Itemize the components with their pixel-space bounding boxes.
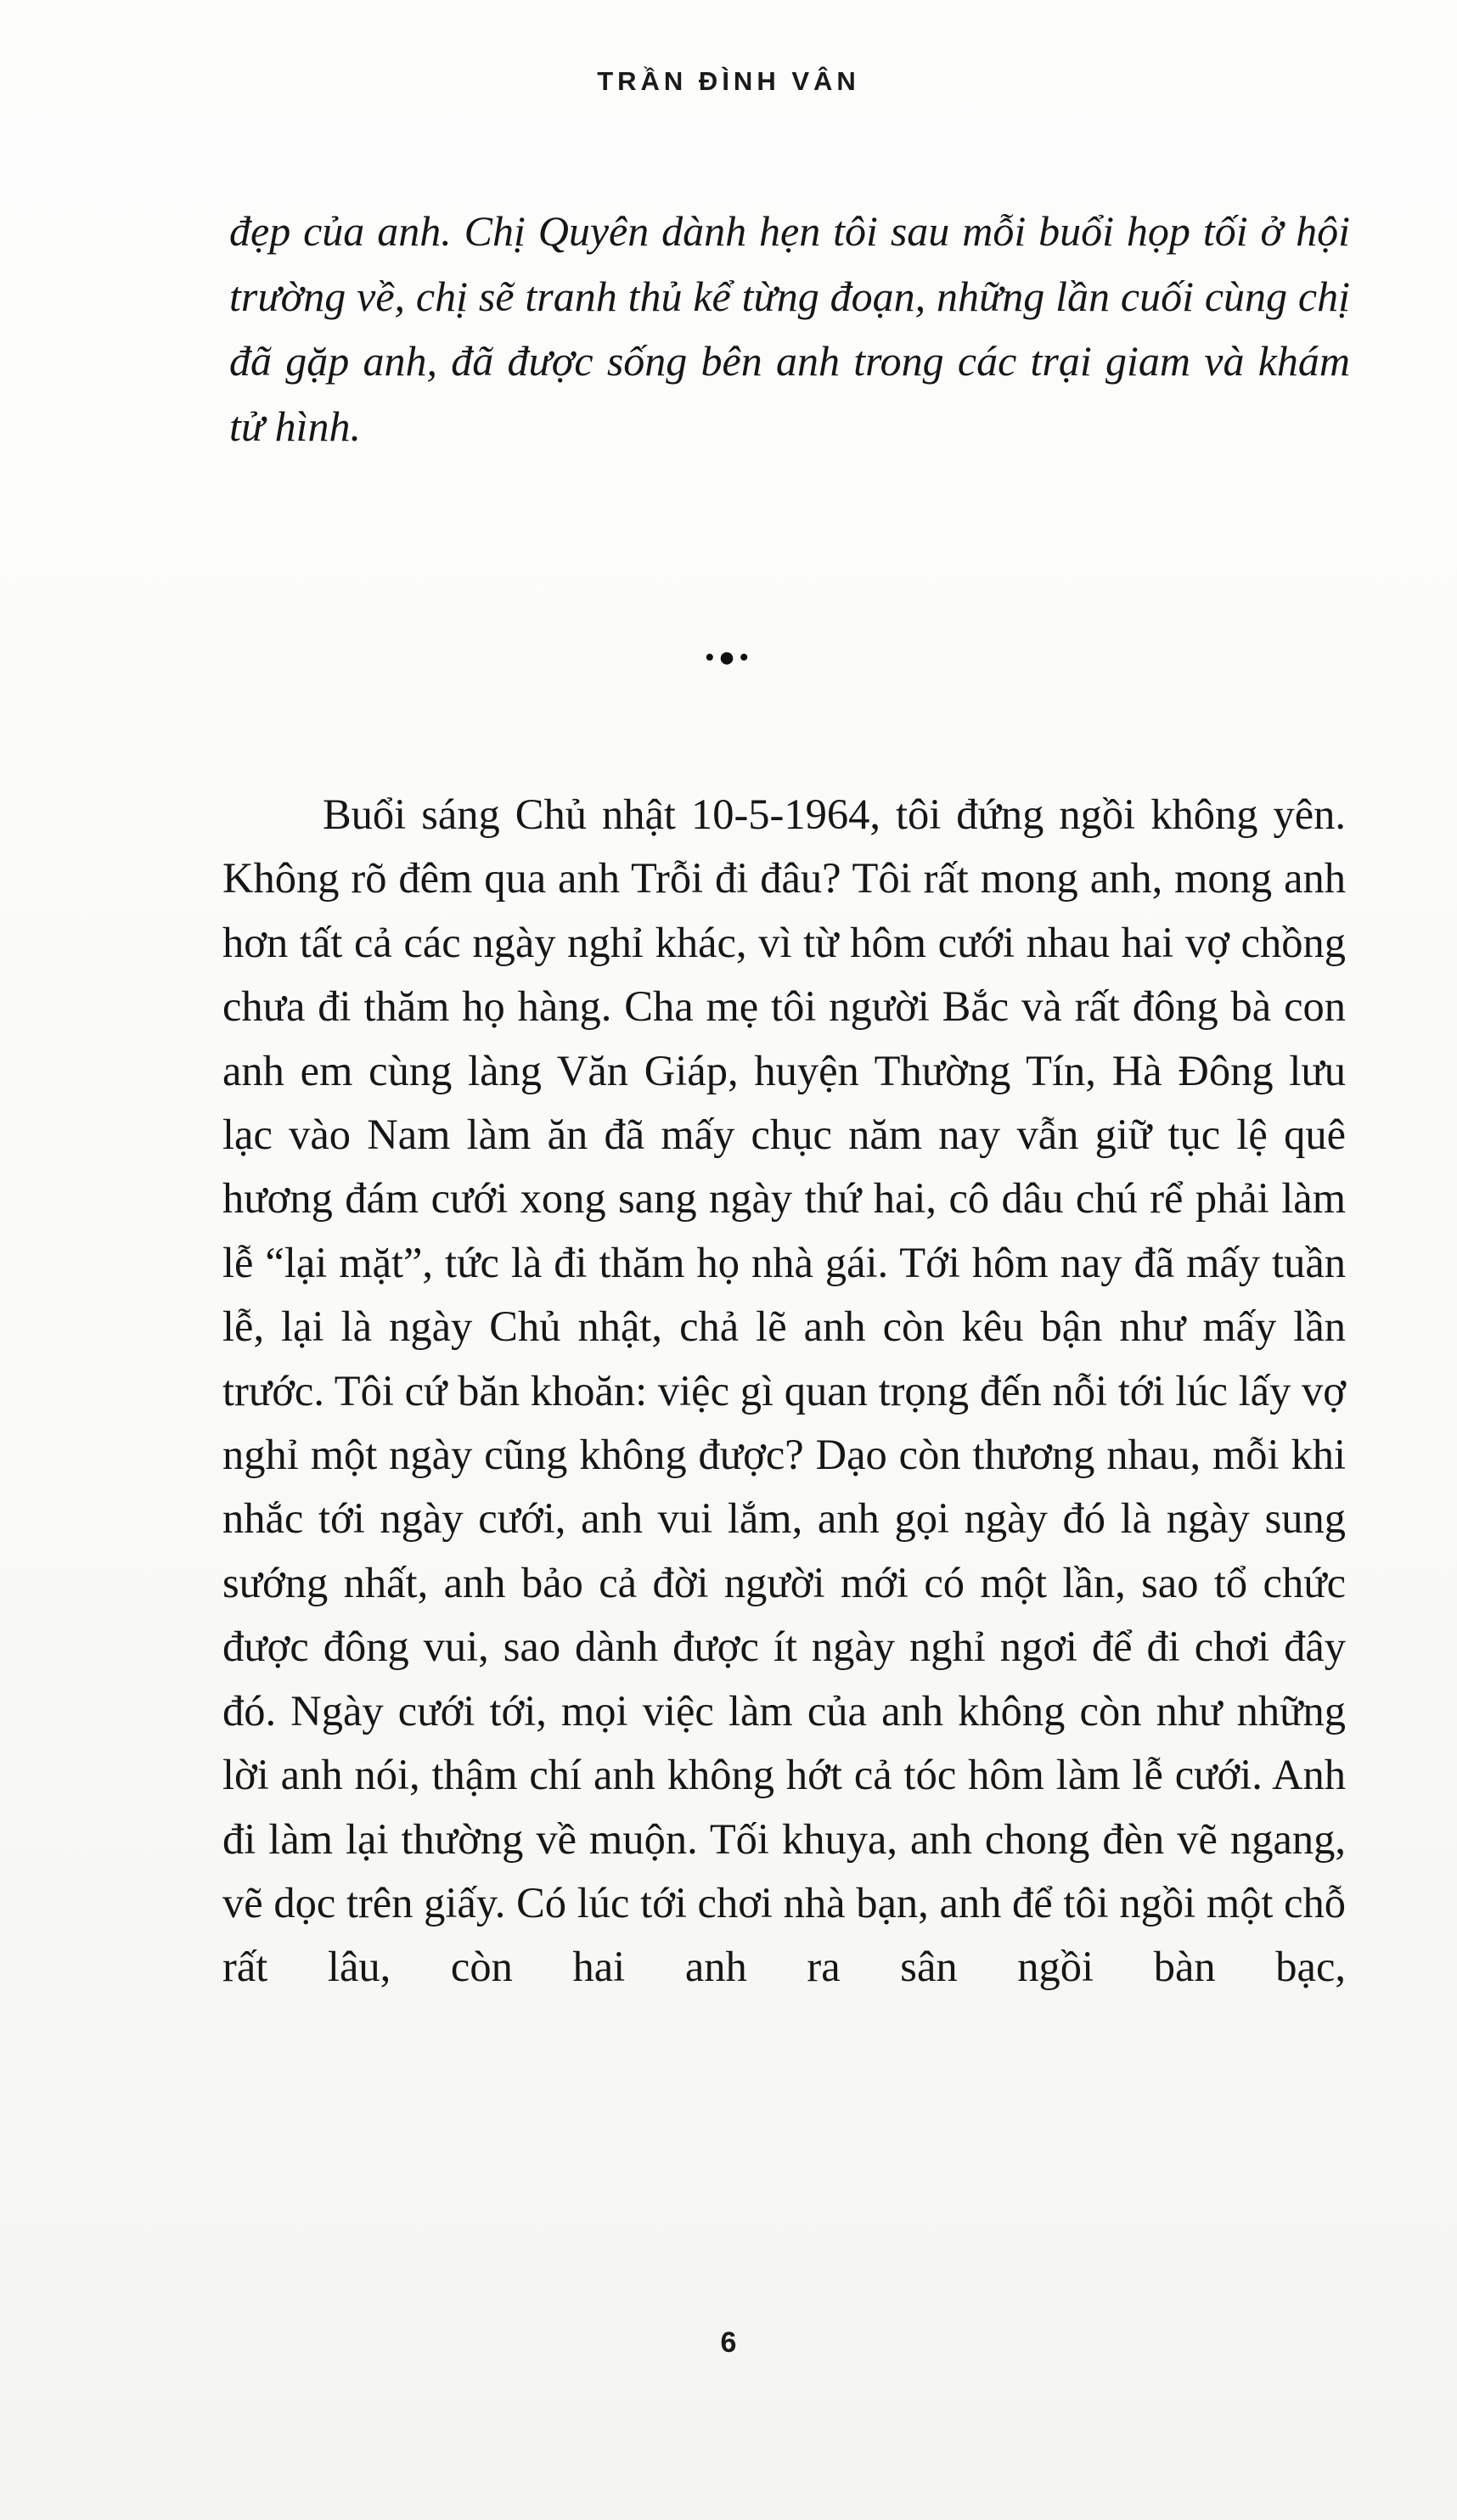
page-number: 6 [720,2326,737,2359]
section-ornament-glyphs: •●• [704,642,753,673]
running-header-author: TRẦN ĐÌNH VÂN [597,66,860,96]
body-paragraph: Buổi sáng Chủ nhật 10-5-1964, tôi đứng ngồi không yên. Không rõ đêm qua anh Trỗi đi đâu? Tôi rất mong anh, mong anh hơn tất cả các ngày nghỉ khác, vì từ hôm cưới nhau hai vợ chồng chưa đi thăm họ hàng. Cha mẹ tôi người Bắc và rất đông bà con anh em cùng làng Văn Giáp, huyện Thường Tín, Hà Đông lưu lạc vào Nam làm ăn đã mấy chục năm nay vẫn giữ tục lệ quê hương đám cưới xong sang ngày thứ hai, cô dâu chú rể phải làm lễ “lại mặt”, tức là đi thăm họ nhà gái. Tới hôm nay đã mấy tuần lễ, lại là ngày Chủ nhật, chả lẽ anh còn kêu bận như mấy lần trước. Tôi cứ băn khoăn: việc gì quan trọng đến nỗi tới lúc lấy vợ nghỉ một ngày cũng không được? Dạo còn thương nhau, mỗi khi nhắc tới ngày cưới, anh vui lắm, anh gọi ngày đó là ngày sung sướng nhất, anh bảo cả đời người mới có một lần, sao tổ chức được đông vui, sao dành được ít ngày nghỉ ngơi để đi chơi đây đó. Ngày cưới tới, mọi việc làm của anh không còn như những lời anh nói, thậm chí anh không hớt cả tóc hôm làm lễ cưới. Anh đi làm lại thường về muộn. Tối khuya, anh chong đèn vẽ ngang, vẽ dọc trên giấy. Có lúc tới chơi nhà bạn, anh để tôi ngồi một chỗ rất lâu, còn hai anh ra sân ngồi bàn bạc, [222,790,1346,1991]
intro-paragraph: đẹp của anh. Chị Quyên dành hẹn tôi sau mỗi buổi họp tối ở hội trường về, chị sẽ tranh thủ kể từng đoạn, những lần cuối cùng chị đã gặp anh, đã được sống bên anh trong các trại giam và khám tử hình. [229,207,1350,450]
section-divider-ornament [0,642,1457,674]
